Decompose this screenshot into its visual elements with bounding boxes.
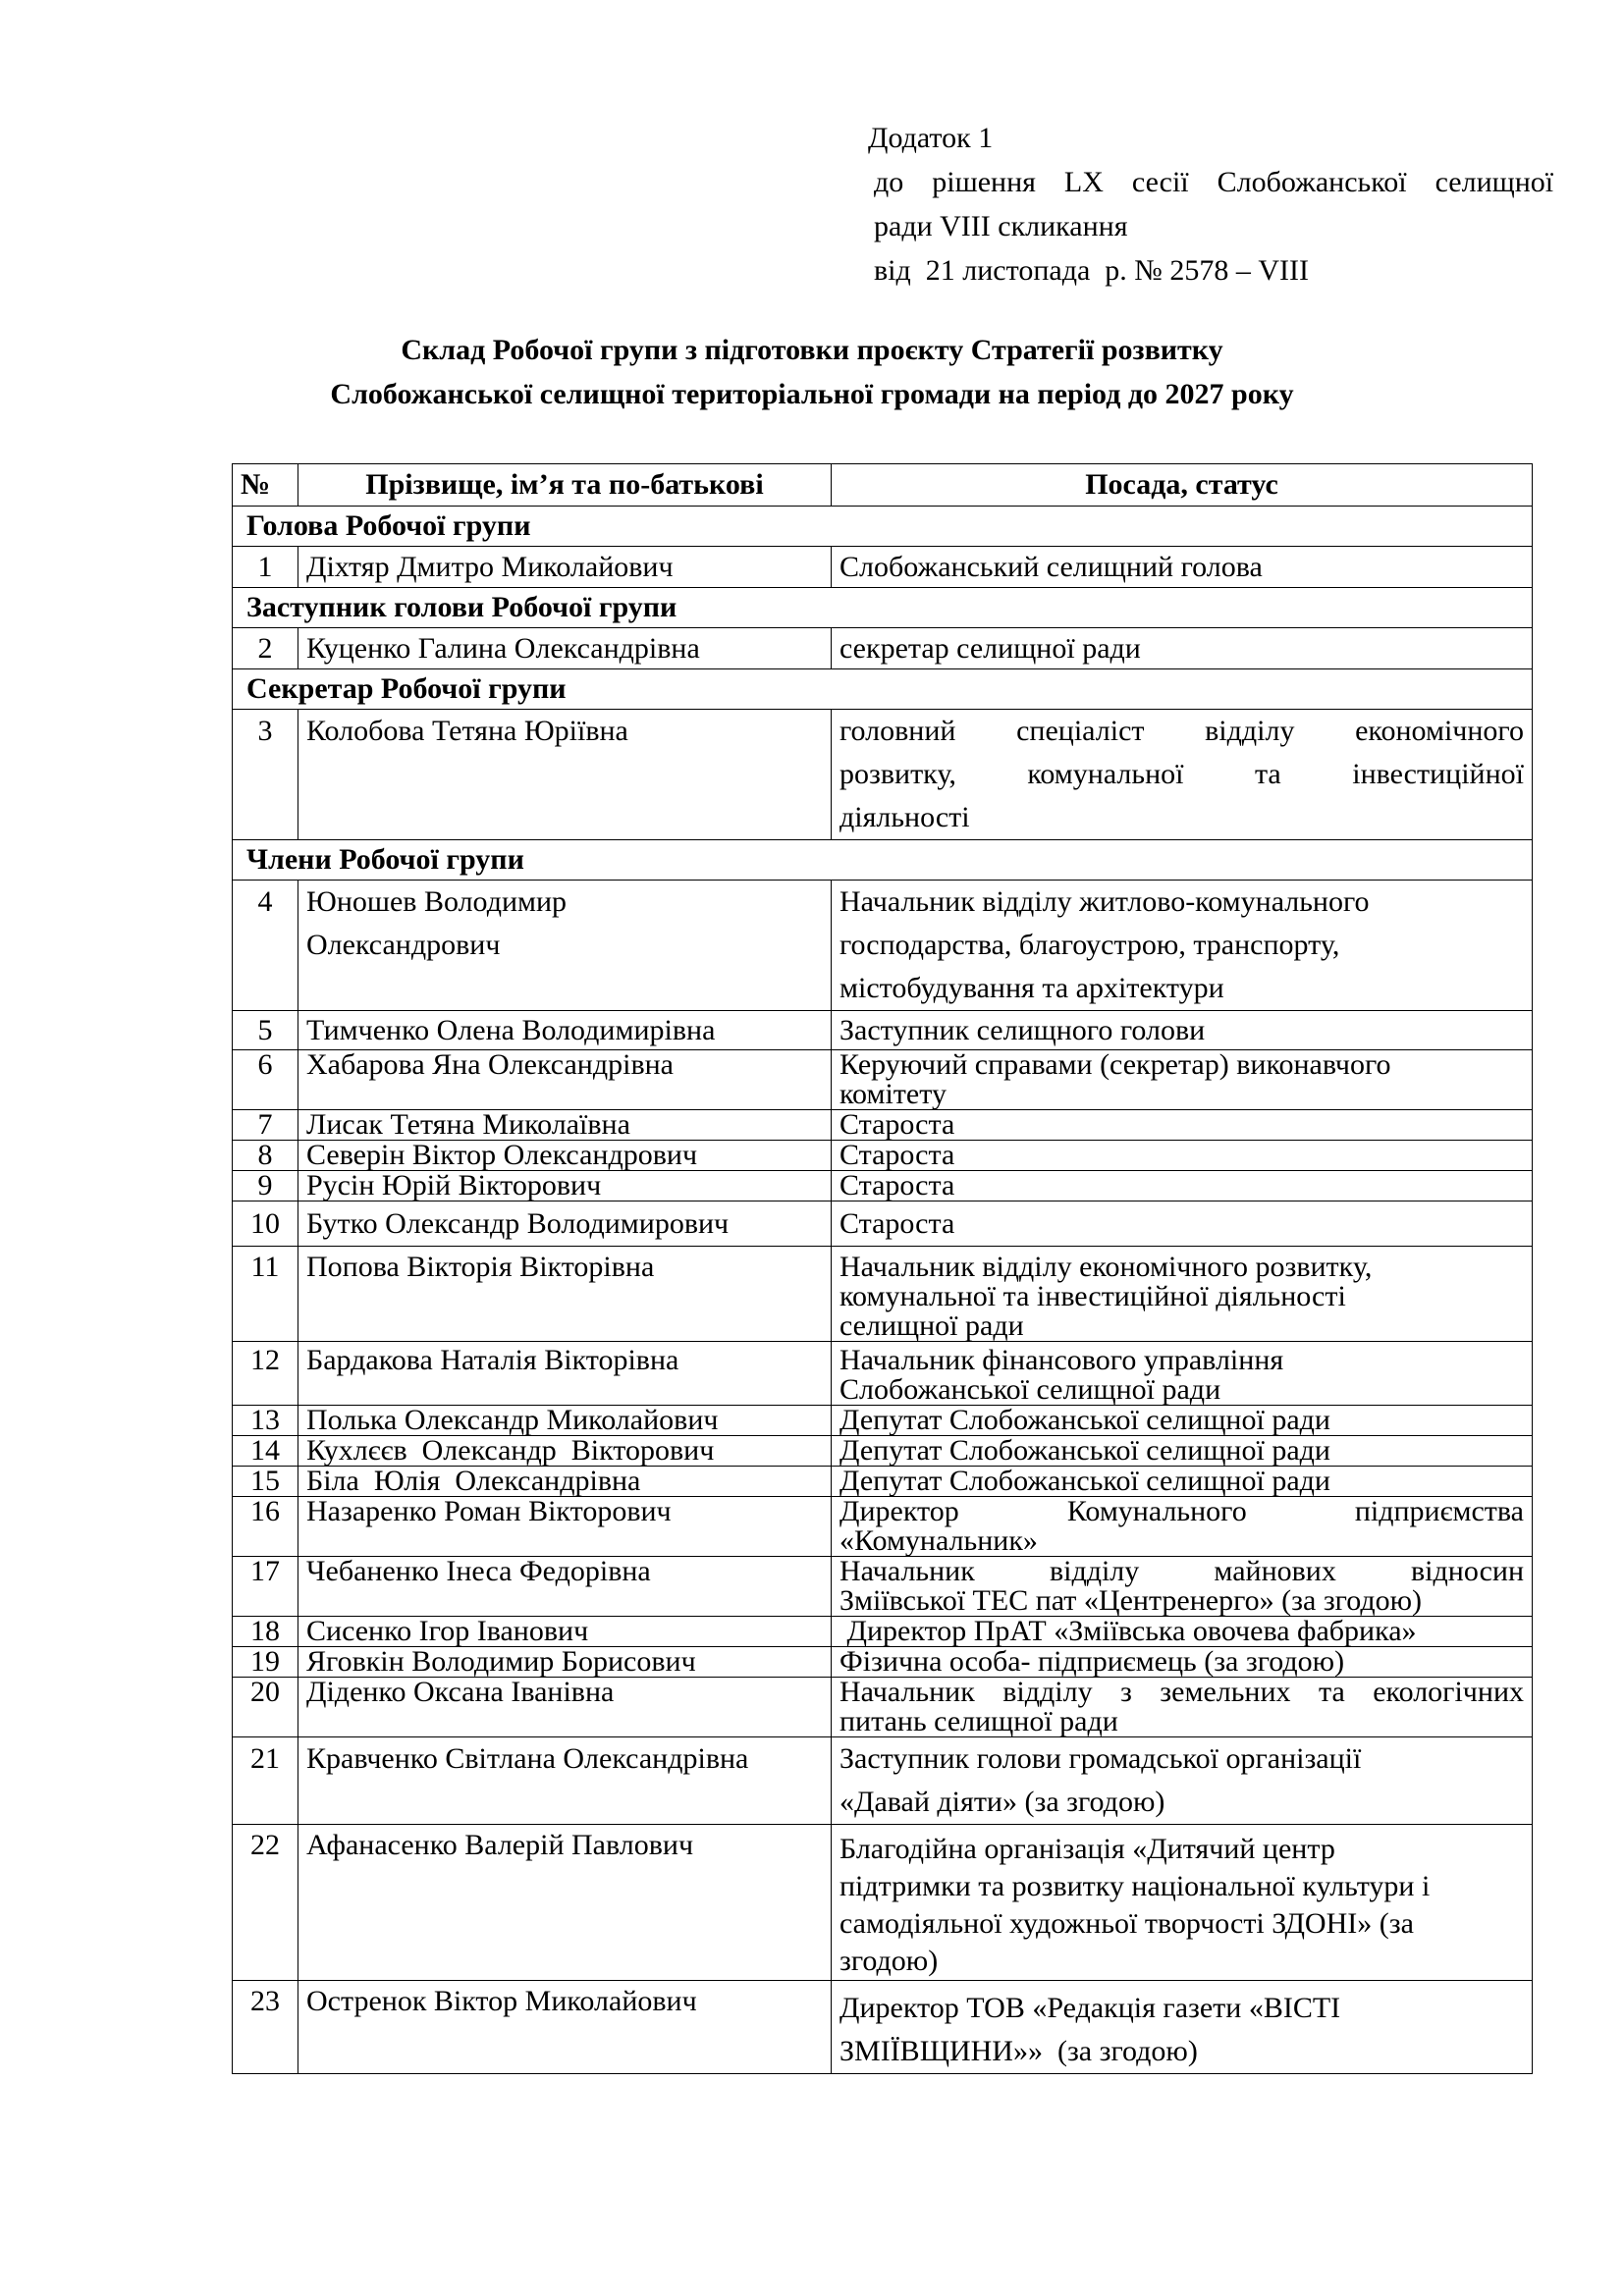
row-name: Яговкін Володимир Борисович [298,1647,832,1678]
table-row [233,1467,1533,1497]
row-num: 7 [233,1110,298,1141]
row-name: Куценко Галина Олександрівна [298,628,832,669]
row-position [832,1678,1533,1737]
table-row [233,1141,1533,1171]
row-num: 14 [233,1436,298,1467]
position-line: Директор ТОВ «Редакція газети «ВІСТІ [839,1992,1341,2024]
row-position [832,1050,1533,1110]
table-row [233,1981,1533,2074]
row-name: Колобова Тетяна Юріївна [298,710,832,840]
row-name: Лисак Тетяна Миколаївна [298,1110,832,1141]
position-line: ЗМІЇВЩИНИ»» (за згодою) [839,2035,1198,2067]
title-line: Склад Робочої групи з підготовки проєкту Стратегії розвитку [401,334,1223,366]
position-line: Начальник відділу житлово-комунального [839,885,1370,918]
position-line: Благодійна організація «Дитячий центр [839,1833,1335,1865]
table-row [233,628,1533,669]
position-line: Заступник голови громадської організації [839,1742,1362,1775]
table-row [233,1617,1533,1647]
row-num: 19 [233,1647,298,1678]
row-position: Слобожанський селищний голова [832,547,1533,588]
addendum-line: до рішення LX сесії Слобожанської селищної [874,166,1554,198]
position-line: Керуючий справами (секретар) виконавчого [839,1048,1391,1081]
row-position: Фізична особа- підприємець (за згодою) [832,1647,1533,1678]
row-position: Староста [832,1201,1533,1247]
row-name: Северін Віктор Олександрович [298,1141,832,1171]
row-position [832,1981,1533,2074]
position-line: комітету [839,1078,947,1110]
members-table [232,463,1533,2074]
table-row [233,1247,1533,1342]
name-line: Юношев Володимир [306,885,568,918]
row-num: 23 [233,1981,298,2074]
title-line: Слобожанської селищної територіальної громади на період до 2027 року [330,378,1294,410]
header-name: Прізвище, ім’я та по-батькові [298,464,832,507]
section-title: Секретар Робочої групи [233,669,1533,710]
row-num: 4 [233,881,298,1011]
row-name: Афанасенко Валерій Павлович [298,1825,832,1981]
table-row [233,1497,1533,1557]
row-position [832,881,1533,1011]
row-num: 18 [233,1617,298,1647]
row-num: 16 [233,1497,298,1557]
row-name: Русін Юрій Вікторович [298,1171,832,1201]
row-num: 2 [233,628,298,669]
row-num: 10 [233,1201,298,1247]
section-row [233,840,1533,881]
row-num: 11 [233,1247,298,1342]
row-position: Директор ПрАТ «Зміївська овочева фабрика» [832,1617,1533,1647]
row-name: Попова Вікторія Вікторівна [298,1247,832,1342]
row-num: 12 [233,1342,298,1406]
row-num: 22 [233,1825,298,1981]
row-name: Діхтяр Дмитро Миколайович [298,547,832,588]
table-row [233,1406,1533,1436]
section-row [233,669,1533,710]
table-row [233,1647,1533,1678]
row-name: Біла Юлія Олександрівна [298,1467,832,1497]
row-num: 3 [233,710,298,840]
table-row [233,1678,1533,1737]
table-row [233,1737,1533,1825]
name-line: Олександрович [306,929,501,961]
row-num: 20 [233,1678,298,1737]
row-position: Депутат Слобожанської селищної ради [832,1467,1533,1497]
position-line: комунальної та інвестиційної діяльності [839,1280,1346,1312]
position-line: Слобожанської селищної ради [839,1373,1221,1406]
table-row [233,1011,1533,1050]
header-position: Посада, статус [832,464,1533,507]
row-name: Чебаненко Інеса Федорівна [298,1557,832,1617]
row-position: Староста [832,1171,1533,1201]
table-row [233,547,1533,588]
row-num: 13 [233,1406,298,1436]
position-line: «Давай діяти» (за згодою) [839,1786,1165,1818]
position-line: Начальник відділу з земельних та екологічних [839,1676,1524,1708]
section-row [233,507,1533,547]
row-position: Заступник селищного голови [832,1011,1533,1050]
row-name: Хабарова Яна Олександрівна [298,1050,832,1110]
row-num: 9 [233,1171,298,1201]
position-line: згодою) [839,1945,939,1977]
position-line: Начальник фінансового управління [839,1344,1284,1376]
addendum-line: Додаток 1 [868,122,994,154]
row-position [832,1497,1533,1557]
row-position [832,1737,1533,1825]
position-line: селищної ради [839,1309,1024,1342]
position-line: Директор Комунального підприємства [839,1495,1524,1527]
table-row [233,710,1533,840]
position-line: самодіяльної художньої творчості ЗДОНІ» (за [839,1907,1414,1940]
row-name: Назаренко Роман Вікторович [298,1497,832,1557]
header-num: № [233,464,298,507]
section-title: Голова Робочої групи [233,507,1533,547]
row-position: Староста [832,1141,1533,1171]
row-num: 6 [233,1050,298,1110]
row-position: Староста [832,1110,1533,1141]
table-row [233,1436,1533,1467]
row-position [832,710,1533,840]
row-num: 21 [233,1737,298,1825]
row-name: Бардакова Наталія Вікторівна [298,1342,832,1406]
position-line: питань селищної ради [839,1705,1118,1737]
position-line: підтримки та розвитку національної культури і [839,1870,1431,1902]
section-title: Члени Робочої групи [233,840,1533,881]
row-num: 1 [233,547,298,588]
table-header-row [233,464,1533,507]
row-name: Остренок Віктор Миколайович [298,1981,832,2074]
position-line: діяльності [839,801,970,833]
table-row [233,1171,1533,1201]
row-position: секретар селищної ради [832,628,1533,669]
table-row [233,1201,1533,1247]
table-row [233,1557,1533,1617]
addendum-line: від 21 листопада р. № 2578 – VIII [874,254,1310,287]
table-row [233,1110,1533,1141]
table-row [233,1825,1533,1981]
row-position [832,1342,1533,1406]
row-name [298,881,832,1011]
row-num: 17 [233,1557,298,1617]
row-position [832,1247,1533,1342]
row-num: 5 [233,1011,298,1050]
position-line: Начальник відділу економічного розвитку, [839,1251,1373,1283]
table-row [233,1050,1533,1110]
position-line: Начальник відділу майнових відносин [839,1555,1524,1587]
row-num: 8 [233,1141,298,1171]
row-name: Діденко Оксана Іванівна [298,1678,832,1737]
row-name: Полька Олександр Миколайович [298,1406,832,1436]
row-position [832,1557,1533,1617]
position-line: Зміївської ТЕС пат «Центренерго» (за згодою) [839,1584,1423,1617]
document-title [0,328,1624,416]
table-row [233,1342,1533,1406]
row-position [832,1825,1533,1981]
row-position: Депутат Слобожанської селищної ради [832,1406,1533,1436]
section-row [233,588,1533,628]
addendum-block [868,116,1553,293]
position-line: містобудування та архітектури [839,972,1224,1004]
position-line: головний спеціаліст відділу економічного [839,715,1524,747]
position-line: «Комунальник» [839,1524,1038,1557]
row-name: Кравченко Світлана Олександрівна [298,1737,832,1825]
row-name: Кухлєєв Олександр Вікторович [298,1436,832,1467]
table-row [233,881,1533,1011]
position-line: господарства, благоустрою, транспорту, [839,929,1340,961]
row-position: Депутат Слобожанської селищної ради [832,1436,1533,1467]
section-title: Заступник голови Робочої групи [233,588,1533,628]
row-num: 15 [233,1467,298,1497]
row-name: Тимченко Олена Володимирівна [298,1011,832,1050]
row-name: Сисенко Ігор Іванович [298,1617,832,1647]
addendum-line: ради VIII скликання [874,210,1128,242]
row-name: Бутко Олександр Володимирович [298,1201,832,1247]
position-line: розвитку, комунальної та інвестиційної [839,758,1524,790]
